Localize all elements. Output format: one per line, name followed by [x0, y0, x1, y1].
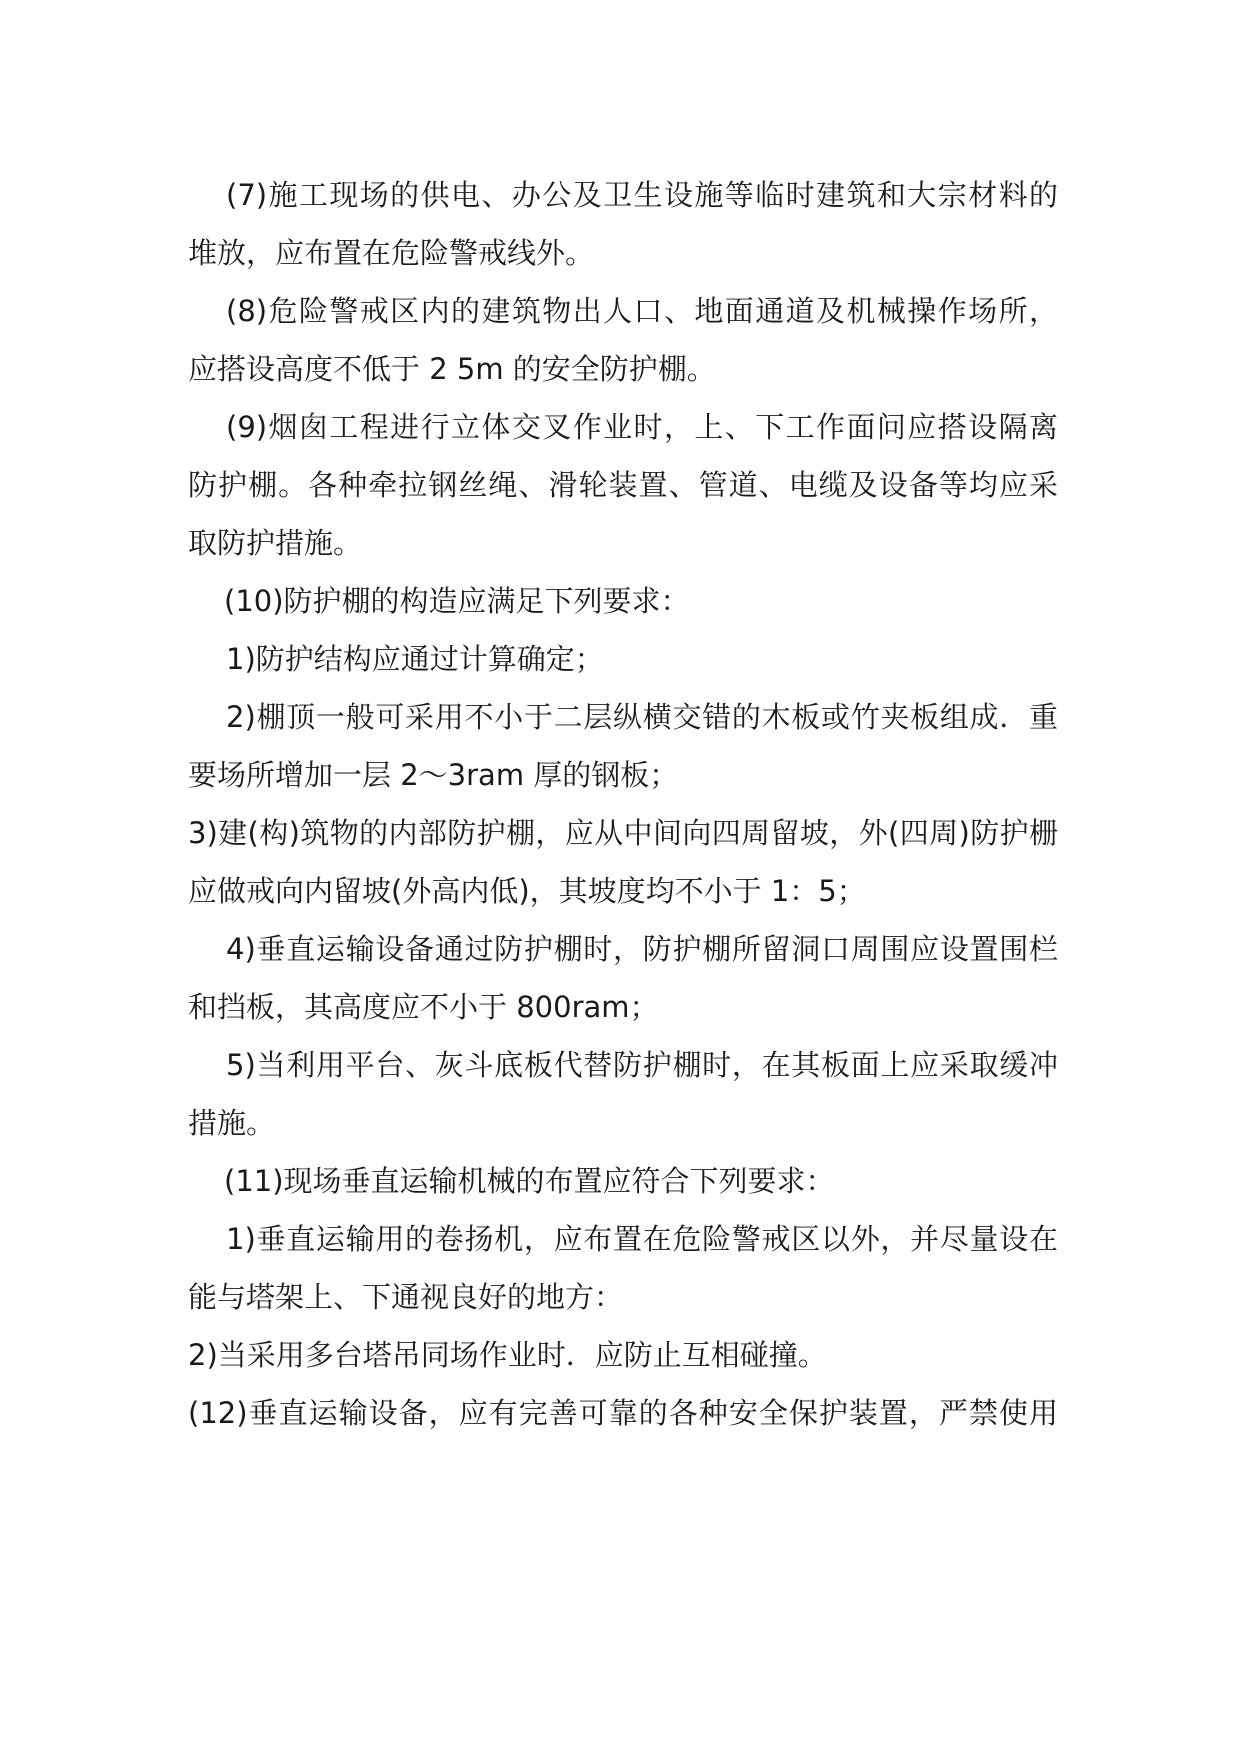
text-line: (7)施工现场的供电、办公及卫生设施等临时建筑和大宗材料的 — [226, 178, 1058, 212]
text-line: 4)垂直运输设备通过防护棚时，防护棚所留洞口周围应设置围栏 — [226, 932, 1058, 966]
text-line: 要场所增加一层 2～3ram 厚的钢板； — [188, 758, 679, 792]
text-line: (10)防护棚的构造应满足下列要求： — [224, 584, 690, 618]
text-line: 堆放，应布置在危险警戒线外。 — [188, 236, 595, 270]
text-line: (8)危险警戒区内的建筑物出人口、地面通道及机械操作场所， — [226, 294, 1058, 328]
text-line: 能与塔架上、下通视良好的地方： — [188, 1280, 624, 1314]
text-line: 1)垂直运输用的卷扬机，应布置在危险警戒区以外，并尽量设在 — [226, 1222, 1058, 1256]
text-line: (9)烟囱工程进行立体交叉作业时，上、下工作面问应搭设隔离 — [226, 410, 1058, 444]
text-line: (12)垂直运输设备，应有完善可靠的各种安全保护装置，严禁使用 — [188, 1396, 1058, 1430]
text-line: 应做戒向内留坡(外高内低)，其坡度均不小于 1：5； — [188, 874, 866, 908]
text-line: 措施。 — [188, 1106, 276, 1140]
text-line: 取防护措施。 — [188, 526, 363, 560]
text-line: 5)当利用平台、灰斗底板代替防护棚时，在其板面上应采取缓冲 — [226, 1048, 1058, 1082]
text-line: 3)建(构)筑物的内部防护棚，应从中间向四周留坡，外(四周)防护栅 — [188, 816, 1058, 850]
text-line: 和挡板，其高度应不小于 800ram； — [188, 990, 659, 1024]
text-line: 2)当采用多台塔吊同场作业时．应防止互相碰撞。 — [188, 1338, 827, 1372]
text-line: (11)现场垂直运输机械的布置应符合下列要求： — [224, 1164, 835, 1198]
text-line: 2)棚顶一般可采用不小于二层纵横交错的木板或竹夹板组成．重 — [226, 700, 1058, 734]
text-line: 应搭设高度不低于 2 5m 的安全防护棚。 — [188, 352, 716, 386]
text-line: 1)防护结构应通过计算确定； — [226, 642, 604, 676]
text-line: 防护棚。各种牵拉钢丝绳、滑轮装置、管道、电缆及设备等均应采 — [188, 468, 1058, 502]
